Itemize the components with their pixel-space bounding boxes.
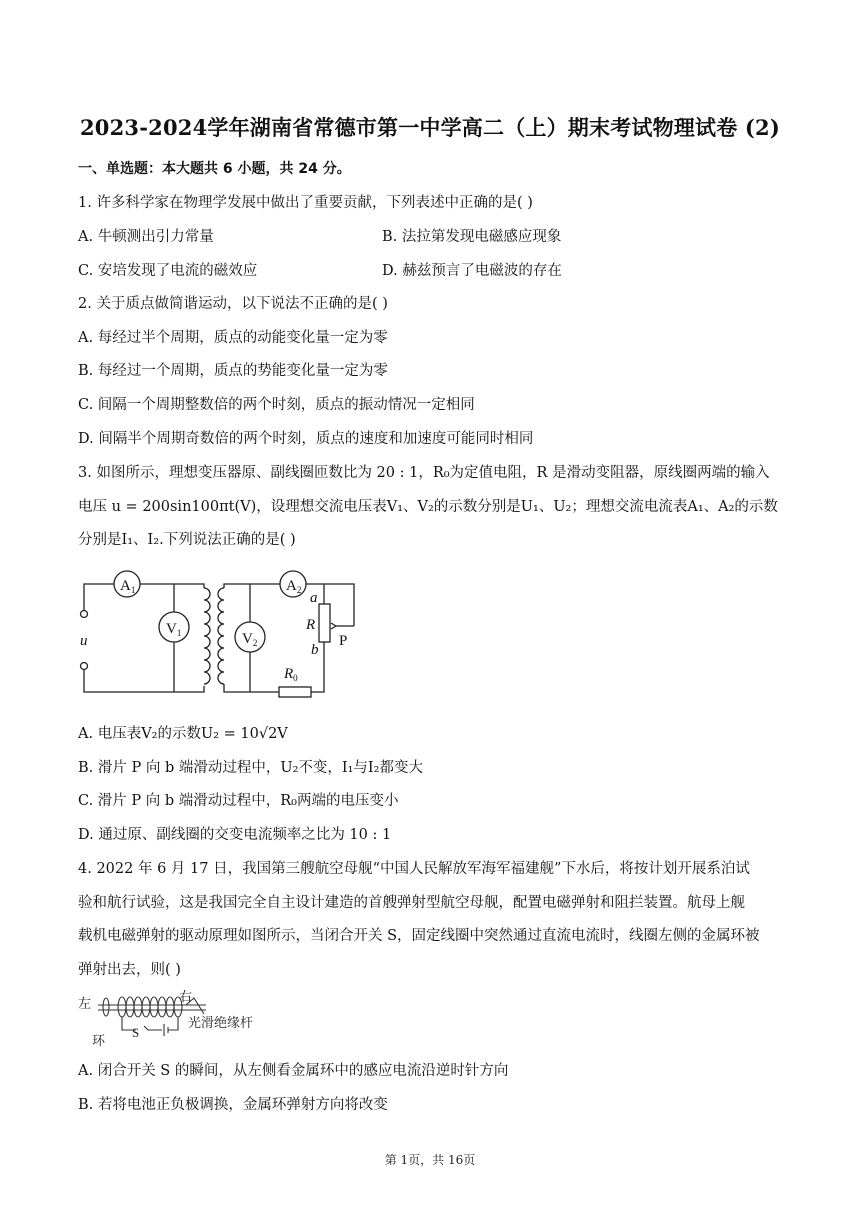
q3-stem-line2: 电压 u = 200sin100πt(V)，设理想交流电压表V₁、V₂的示数分别是U₁、U₂；理想交流电流表A₁、A₂的示数 bbox=[78, 499, 778, 515]
voltmeter-v2-label: $V_2$ bbox=[242, 631, 258, 648]
voltmeter-v1-label: $V_1$ bbox=[166, 621, 182, 638]
rheostat-r-label: R bbox=[306, 617, 316, 633]
resistor-r0-label: $R_0$ bbox=[284, 666, 298, 683]
slider-p-label: P bbox=[339, 633, 348, 649]
switch-s-label: S bbox=[132, 1025, 140, 1040]
q3-option-b: B. 滑片 P 向 b 端滑动过程中，U₂不变，I₁与I₂都变大 bbox=[78, 760, 423, 776]
q3-option-c: C. 滑片 P 向 b 端滑动过程中，R₀两端的电压变小 bbox=[78, 793, 399, 809]
q3-stem-line3: 分别是I₁、I₂.下列说法正确的是( ) bbox=[78, 532, 296, 548]
rheostat-end-a-label: a bbox=[310, 590, 318, 606]
ammeter-a2-label: $A_2$ bbox=[286, 578, 302, 595]
q2-stem: 2. 关于质点做简谐运动，以下说法不正确的是( ) bbox=[78, 296, 388, 312]
q2-option-d: D. 间隔半个周期奇数倍的两个时刻，质点的速度和加速度可能同时相同 bbox=[78, 431, 534, 447]
q1-option-a: A. 牛顿测出引力常量 bbox=[78, 229, 214, 245]
section-heading-single-choice: 一、单选题：本大题共 6 小题，共 24 分。 bbox=[78, 161, 351, 177]
transformer-circuit-figure bbox=[74, 566, 374, 706]
q2-option-a: A. 每经过半个周期，质点的动能变化量一定为零 bbox=[78, 330, 388, 346]
q1-option-d: D. 赫兹预言了电磁波的存在 bbox=[382, 263, 562, 279]
q4-stem-line3: 载机电磁弹射的驱动原理如图所示，当闭合开关 S，固定线圈中突然通过直流电流时，线圈左侧的金属环被 bbox=[78, 928, 760, 944]
q3-stem-line1: 3. 如图所示，理想变压器原、副线圈匝数比为 20 : 1，R₀为定值电阻，R 是滑动变阻器，原线圈两端的输入 bbox=[78, 465, 770, 481]
q4-stem-line2: 验和航行试验，这是我国完全自主设计建造的首艘弹射型航空母舰，配置电磁弹射和阻拦装置。航母上舰 bbox=[78, 895, 745, 911]
q2-option-b: B. 每经过一个周期，质点的势能变化量一定为零 bbox=[78, 363, 388, 379]
q2-option-c: C. 间隔一个周期整数倍的两个时刻，质点的振动情况一定相同 bbox=[78, 397, 475, 413]
q1-option-c: C. 安培发现了电流的磁效应 bbox=[78, 263, 258, 279]
q4-option-a: A. 闭合开关 S 的瞬间，从左侧看金属环中的感应电流沿逆时针方向 bbox=[78, 1063, 509, 1079]
ring-label: 环 bbox=[92, 1033, 106, 1048]
q4-stem-line1: 4. 2022 年 6 月 17 日，我国第三艘航空母舰“中国人民解放军海军福建舰”下水后，将按计划开展系泊试 bbox=[78, 861, 750, 877]
q1-stem: 1. 许多科学家在物理学发展中做出了重要贡献，下列表述中正确的是( ) bbox=[78, 195, 533, 211]
input-voltage-u-label: u bbox=[80, 633, 88, 649]
q3-option-d: D. 通过原、副线圈的交变电流频率之比为 10 : 1 bbox=[78, 827, 392, 843]
left-direction-label: 左 bbox=[78, 996, 92, 1011]
smooth-insulated-rod-label: 光滑绝缘杆 bbox=[188, 1015, 254, 1030]
exam-title: 2023-2024学年湖南省常德市第一中学高二（上）期末考试物理试卷 (2) bbox=[79, 115, 780, 140]
electromagnetic-launch-figure bbox=[76, 990, 276, 1048]
q3-option-a: A. 电压表V₂的示数U₂ = 10√2V bbox=[78, 726, 288, 742]
q4-option-b: B. 若将电池正负极调换，金属环弹射方向将改变 bbox=[78, 1097, 388, 1113]
ammeter-a1-label: $A_1$ bbox=[120, 578, 136, 595]
right-direction-label: 右 bbox=[179, 990, 193, 1004]
page-footer: 第 1页，共 16页 bbox=[384, 1153, 476, 1167]
rheostat-end-b-label: b bbox=[311, 642, 319, 658]
q4-stem-line4: 弹射出去，则( ) bbox=[78, 962, 181, 978]
q1-option-b: B. 法拉第发现电磁感应现象 bbox=[382, 229, 562, 245]
